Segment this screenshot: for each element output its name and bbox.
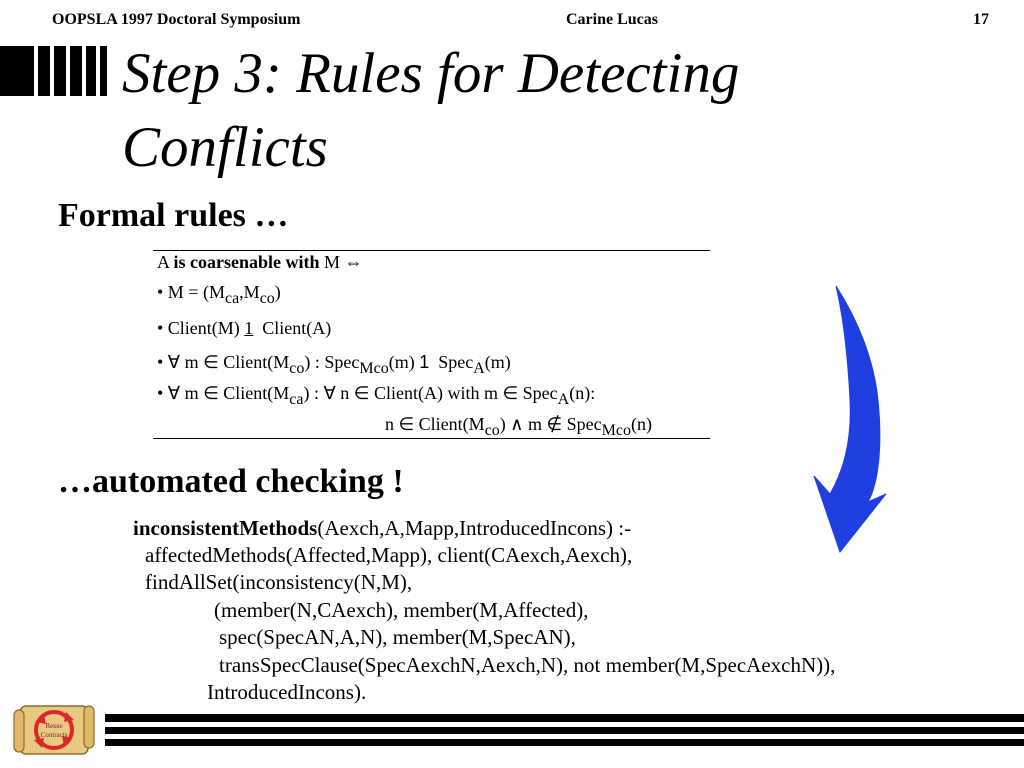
formal-rule-1: • M = (Mca,Mco) [157,282,281,307]
formal-rule-4-continuation: n ∈ Client(Mco) ∧ m ∉ SpecMco(n) [385,414,652,439]
header-page-number: 17 [973,11,989,28]
code-line-1: inconsistentMethods(Aexch,A,Mapp,IntroducedIncons) :- [133,516,632,540]
iff-symbol: ⇔ [344,252,363,272]
header-author: Carine Lucas [566,11,658,28]
section-heading-formal-rules: Formal rules … [58,197,289,234]
code-line-5: spec(SpecAN,A,N), member(M,SpecAN), [219,625,576,649]
slide-title-line1: Step 3: Rules for Detecting [122,42,740,105]
formal-rule-2: • Client(M) 1 Client(A) [157,318,332,338]
code-line-7: IntroducedIncons). [207,680,367,704]
code-line-3: findAllSet(inconsistency(N,M), [145,570,413,594]
title-decoration-bars [0,46,108,96]
footer-bar-3 [105,739,1024,746]
formal-rules-top-rule [153,250,710,251]
formal-rule-4: • ∀ m ∈ Client(Mca) : ∀ n ∈ Client(A) with m ∈ SpecA(n): [157,383,596,408]
formal-rule-3: • ∀ m ∈ Client(Mco) : SpecMco(m) 1 SpecA(m) [157,352,511,377]
reuse-contracts-logo [12,700,96,760]
footer-bar-1 [105,714,1024,722]
code-line-2: affectedMethods(Affected,Mapp), client(CAexch,Aexch), [145,543,633,567]
section-heading-automated-checking: …automated checking ! [58,463,404,500]
logo-text-reuse: Reuse [45,722,63,730]
header-conference: OOPSLA 1997 Doctoral Symposium [52,11,301,28]
formal-rule-header: A is coarsenable with M ⇔ [157,252,363,272]
footer-bar-2 [105,727,1024,734]
code-line-6: transSpecClause(SpecAexchN,Aexch,N), not member(M,SpecAexchN)), [219,653,836,677]
slide-title-line2: Conflicts [122,116,328,179]
logo-text-contracts: Contracts [40,731,68,739]
formal-rules-bottom-rule [153,438,710,439]
down-arrow-icon [800,280,900,570]
code-line-4: (member(N,CAexch), member(M,Affected), [214,598,589,622]
